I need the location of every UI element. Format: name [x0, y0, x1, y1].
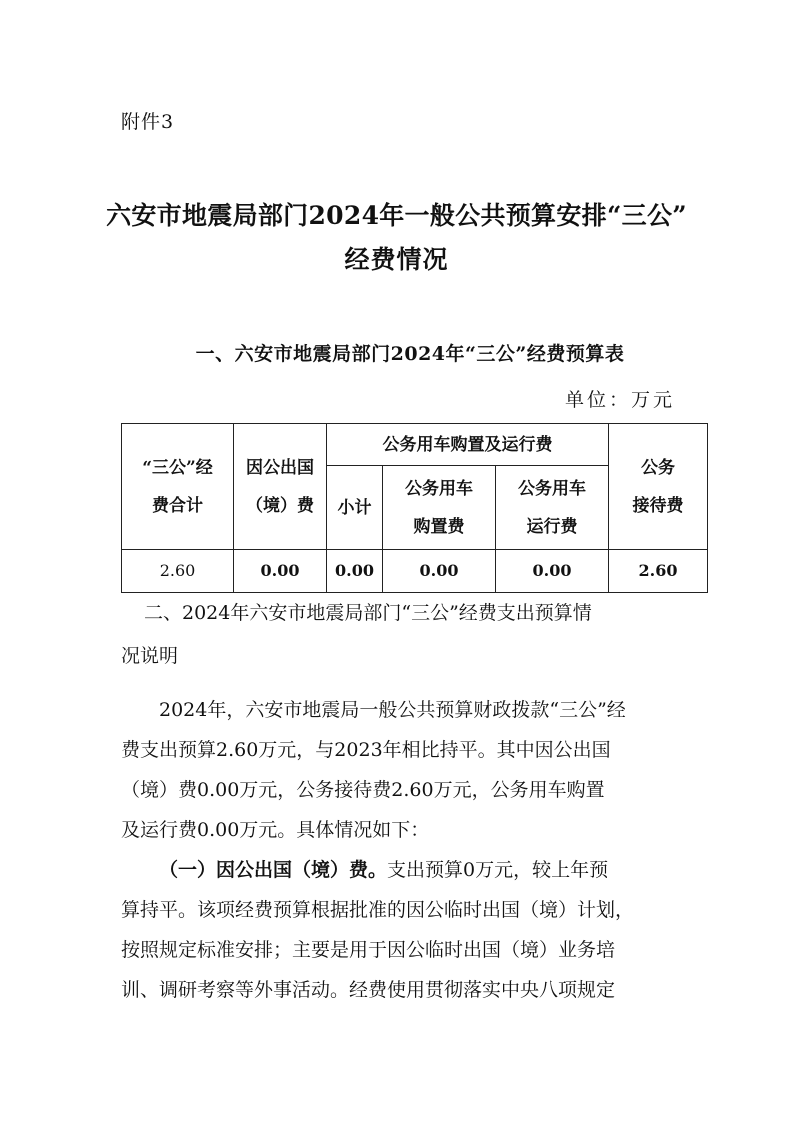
paragraph-2: [121, 850, 681, 1010]
header-abroad: [234, 424, 327, 550]
section1-heading: 一、六安市地震局部门2024年“三公”经费预算表: [195, 343, 625, 365]
header-total-line2: 费合计: [152, 495, 203, 516]
section2-heading-line2: 况说明: [121, 645, 179, 667]
header-operation: [496, 466, 609, 550]
paragraph2-line1-rest: 支出预算0万元，较上年预: [387, 859, 609, 881]
header-reception-line1: 公务: [641, 457, 675, 478]
unit-label: 单位：万元: [564, 389, 675, 411]
header-reception: [609, 424, 708, 550]
paragraph-1: [121, 690, 681, 850]
header-vehicle-group: 公务用车购置及运行费: [327, 424, 609, 466]
header-total: [122, 424, 234, 550]
header-abroad-line1: 因公出国: [246, 457, 314, 478]
cell-abroad: 0.00: [234, 550, 327, 593]
section2-heading-cont: [121, 636, 681, 676]
header-purchase-line2: 购置费: [413, 516, 465, 537]
header-reception-line2: 接待费: [632, 495, 684, 516]
paragraph2-line3: 按照规定标准安排；主要是用于因公临时出国（境）业务培: [121, 939, 616, 961]
paragraph2-line2: 算持平。该项经费预算根据批准的因公临时出国（境）计划，: [121, 899, 635, 921]
table-row: [122, 550, 708, 593]
cell-operation: 0.00: [496, 550, 609, 593]
cell-purchase: 0.00: [383, 550, 496, 593]
paragraph1-line3: （境）费0.00万元，公务接待费2.60万元，公务用车购置: [121, 779, 605, 801]
header-total-line1: “三公”经: [142, 457, 213, 478]
document-title-line2: 经费情况: [344, 245, 449, 274]
budget-table: [121, 423, 708, 593]
document-title-line1: 六安市地震局部门2024年一般公共预算安排“三公”: [106, 201, 687, 230]
paragraph2-line4: 训、调研考察等外事活动。经费使用贯彻落实中央八项规定: [121, 979, 616, 1001]
paragraph1-line1: 2024年，六安市地震局一般公共预算财政拨款“三公”经: [159, 699, 626, 721]
header-operation-line1: 公务用车: [518, 478, 586, 499]
header-purchase-line1: 公务用车: [405, 478, 473, 499]
cell-subtotal: 0.00: [327, 550, 383, 593]
section2-heading: [144, 593, 684, 633]
paragraph1-line2: 费支出预算2.60万元，与2023年相比持平。其中因公出国: [121, 739, 611, 761]
header-subtotal: 小计: [327, 466, 383, 550]
cell-reception: 2.60: [609, 550, 708, 593]
paragraph2-lead: （一）因公出国（境）费。: [159, 859, 388, 881]
header-purchase: [383, 466, 496, 550]
section2-heading-line1: 二、2024年六安市地震局部门“三公”经费支出预算情: [144, 602, 592, 624]
header-abroad-line2: （境）费: [246, 495, 314, 516]
header-operation-line2: 运行费: [526, 516, 578, 537]
cell-total: 2.60: [122, 550, 234, 593]
paragraph1-line4: 及运行费0.00万元。具体情况如下：: [121, 819, 430, 841]
attachment-label: 附件3: [121, 111, 175, 133]
paragraph2-line1: [121, 850, 681, 890]
